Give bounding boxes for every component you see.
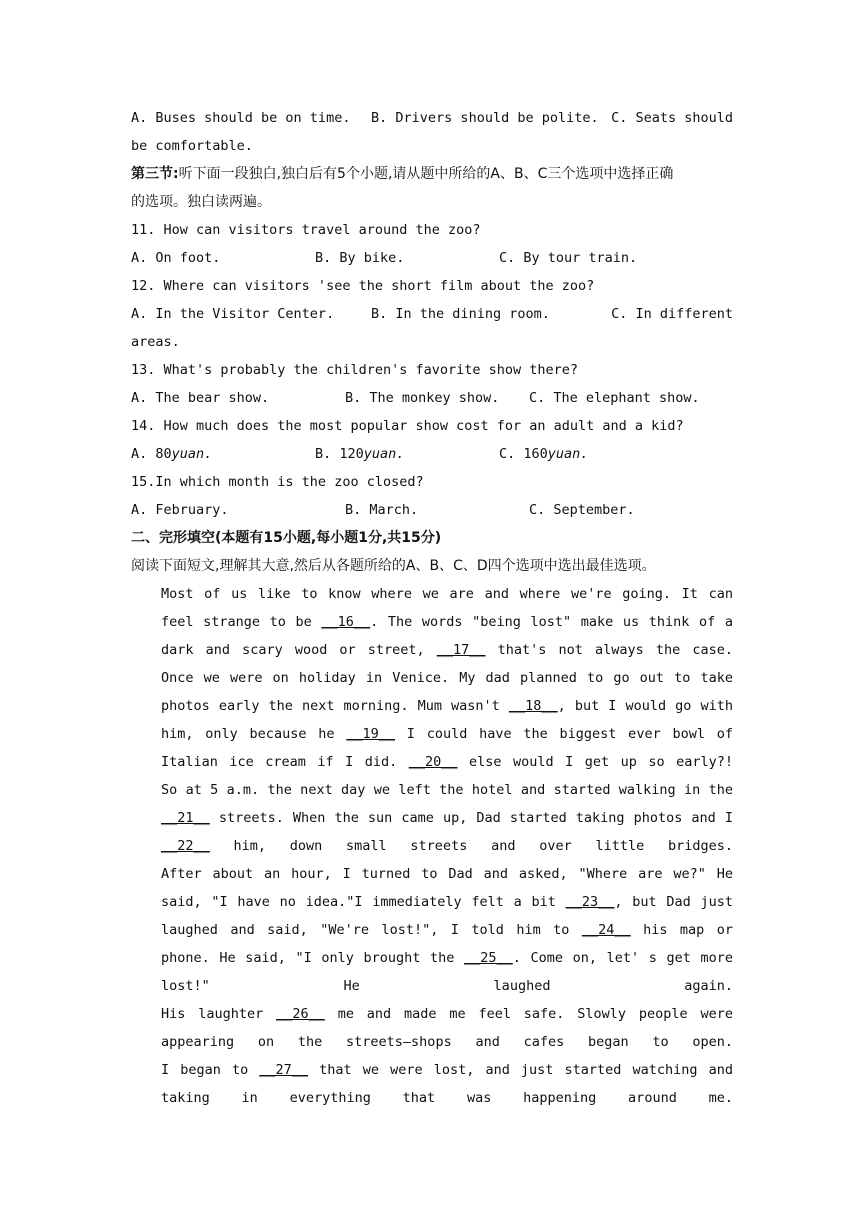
option-a: A. February. <box>131 502 229 518</box>
question-stem: 11. How can visitors travel around the zoo? <box>131 222 481 238</box>
option-c-cont: areas. <box>131 334 180 350</box>
blank-27: __27__ <box>259 1062 309 1078</box>
question-options <box>131 384 733 412</box>
option-b: B. The monkey show. <box>345 390 500 406</box>
part2-instruction: 阅读下面短文,理解其大意,然后从各题所给的A、B、C、D四个选项中选出最佳选项。 <box>131 558 656 574</box>
option-a: A. The bear show. <box>131 390 270 406</box>
option-a: A. Buses should be on time. <box>131 110 351 126</box>
question-options <box>131 496 733 524</box>
q10-option-c-cont: be comfortable. <box>131 138 253 154</box>
blank-23: __23__ <box>565 894 615 910</box>
section3-label: 第三节: <box>131 166 179 182</box>
passage-paragraph: Most of us like to know where we are and where we're going. It can feel strange to be __16__. The words "being lost" make us think of a dark and scary wood or street, __17__ that's not always the case. <box>161 586 733 658</box>
option-c: C. By tour train. <box>499 250 638 266</box>
blank-17: __17__ <box>436 642 486 658</box>
passage-paragraph: Once we were on holiday in Venice. My dad planned to go out to take photos early the next morning. Mum wasn't __18__, but I would go with him, only because he __19__ I could have the biggest ever bowl of Italian ice cream if I did. __20__ else would I get up so early?! <box>161 670 733 770</box>
passage-paragraph: I began to __27__ that we were lost, and just started watching and taking in everything that was happening around me. <box>161 1062 733 1106</box>
q10-options <box>131 104 733 132</box>
option-b: B. By bike. <box>315 250 405 266</box>
section3-text: 听下面一段独白,独白后有5个小题,请从题中所给的A、B、C三个选项中选择正确 <box>178 166 674 182</box>
passage-paragraph: So at 5 a.m. the next day we left the hotel and started walking in the __21__ streets. When the sun came up, Dad started taking photos and I __22__ him, down small streets and over little bridges. <box>161 782 733 854</box>
question-stem: 12. Where can visitors 'see the short film about the zoo? <box>131 278 595 294</box>
passage-paragraph: His laughter __26__ me and made me feel safe. Slowly people were appearing on the streets—shops and cafes began to open. <box>161 1006 733 1050</box>
section3-instruction <box>131 160 733 188</box>
blank-24: __24__ <box>581 922 631 938</box>
option-c: C. 160yuan. <box>499 446 589 462</box>
question-options <box>131 300 733 328</box>
option-c: C. September. <box>529 502 635 518</box>
option-a: A. In the Visitor Center. <box>131 306 335 322</box>
question-stem: 15.In which month is the zoo closed? <box>131 474 424 490</box>
question-stem: 13. What's probably the children's favorite show there? <box>131 362 579 378</box>
blank-26: __26__ <box>276 1006 325 1022</box>
option-c: C. In different <box>611 306 733 322</box>
option-c: C. The elephant show. <box>529 390 700 406</box>
question-options <box>131 244 733 272</box>
question-stem: 14. How much does the most popular show cost for an adult and a kid? <box>131 418 684 434</box>
option-a: A. On foot. <box>131 250 221 266</box>
passage-paragraph: After about an hour, I turned to Dad and asked, "Where are we?" He said, "I have no idea."I immediately felt a bit __23__, but Dad just laughed and said, "We're lost!", I told him to __24__ his map or phone. He said, "I only brought the __25__. Come on, let' s get more lost!" He laughed again. <box>161 866 733 994</box>
blank-25: __25__ <box>463 950 513 966</box>
document-page <box>131 104 733 1112</box>
blank-19: __19__ <box>346 726 396 742</box>
option-b: B. Drivers should be polite. <box>371 110 599 126</box>
question-options <box>131 440 733 468</box>
part2-heading: 二、完形填空(本题有15小题,每小题1分,共15分) <box>131 530 442 546</box>
option-b: B. March. <box>345 502 419 518</box>
blank-21: __21__ <box>161 810 210 826</box>
blank-16: __16__ <box>321 614 371 630</box>
blank-18: __18__ <box>508 698 558 714</box>
option-b: B. In the dining room. <box>371 306 550 322</box>
blank-22: __22__ <box>161 838 210 854</box>
option-a: A. 80yuan. <box>131 446 213 462</box>
option-b: B. 120yuan. <box>315 446 405 462</box>
option-c: C. Seats should <box>611 110 733 126</box>
blank-20: __20__ <box>408 754 458 770</box>
section3-instruction-cont: 的选项。独白读两遍。 <box>131 194 271 210</box>
